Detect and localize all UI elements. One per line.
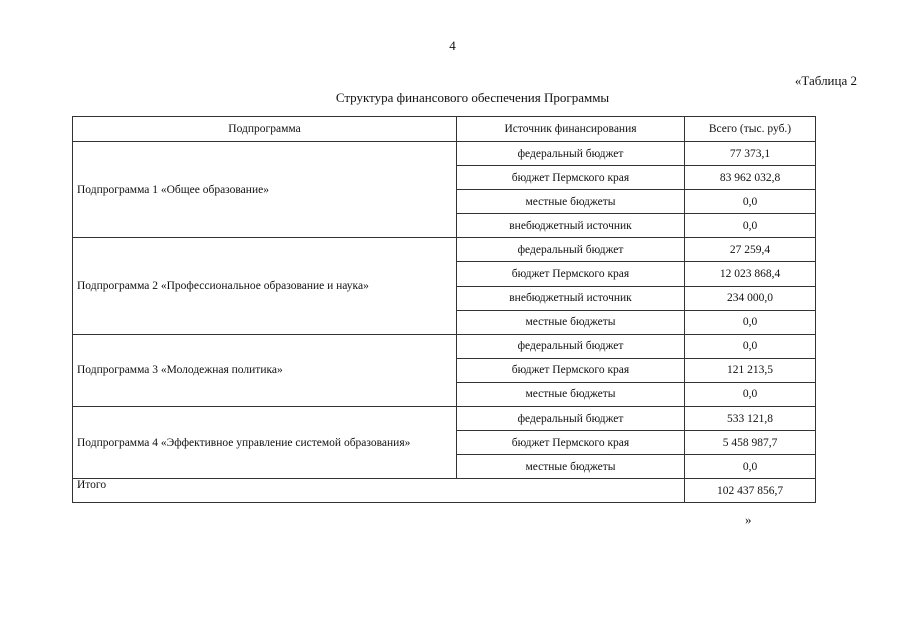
- amount-cell: 77 373,1: [685, 142, 816, 166]
- table-caption: «Таблица 2: [794, 73, 857, 88]
- header-source: Источник финансирования: [457, 117, 685, 142]
- source-cell: федеральный бюджет: [457, 407, 685, 431]
- table-title: Структура финансового обеспечения Программы: [335, 90, 610, 105]
- subprogram-name: Подпрограмма 1 «Общее образование»: [73, 142, 457, 238]
- source-cell: федеральный бюджет: [457, 238, 685, 262]
- total-label: Итого: [73, 479, 685, 503]
- header-subprogram: Подпрограмма: [73, 117, 457, 142]
- amount-cell: 12 023 868,4: [685, 262, 816, 286]
- source-cell: бюджет Пермского края: [457, 166, 685, 190]
- subprogram-name: Подпрограмма 2 «Профессиональное образование и наука»: [73, 238, 457, 334]
- closing-quote: »: [745, 512, 752, 527]
- amount-cell: 0,0: [685, 455, 816, 479]
- amount-cell: 83 962 032,8: [685, 166, 816, 190]
- table-row: [73, 334, 816, 358]
- source-cell: внебюджетный источник: [457, 286, 685, 310]
- source-cell: местные бюджеты: [457, 382, 685, 406]
- source-cell: местные бюджеты: [457, 190, 685, 214]
- amount-cell: 0,0: [685, 382, 816, 406]
- amount-cell: 0,0: [685, 190, 816, 214]
- table-body: [73, 142, 816, 503]
- source-cell: местные бюджеты: [457, 310, 685, 334]
- total-amount: 102 437 856,7: [685, 479, 816, 503]
- table-row: [73, 142, 816, 166]
- subprogram-name: Подпрограмма 3 «Молодежная политика»: [73, 334, 457, 406]
- amount-cell: 5 458 987,7: [685, 431, 816, 455]
- amount-cell: 0,0: [685, 310, 816, 334]
- source-cell: бюджет Пермского края: [457, 262, 685, 286]
- amount-cell: 0,0: [685, 214, 816, 238]
- table-row: [73, 238, 816, 262]
- source-cell: федеральный бюджет: [457, 334, 685, 358]
- header-total: Всего (тыс. руб.): [685, 117, 816, 142]
- source-cell: внебюджетный источник: [457, 214, 685, 238]
- amount-cell: 27 259,4: [685, 238, 816, 262]
- table-row: [73, 407, 816, 431]
- amount-cell: 121 213,5: [685, 358, 816, 382]
- table-header-row: [73, 117, 816, 142]
- financing-table: [72, 116, 816, 503]
- subprogram-name: Подпрограмма 4 «Эффективное управление системой образования»: [73, 407, 457, 479]
- page-number: 4: [449, 38, 456, 53]
- amount-cell: 533 121,8: [685, 407, 816, 431]
- source-cell: бюджет Пермского края: [457, 358, 685, 382]
- total-row: [73, 479, 816, 503]
- source-cell: федеральный бюджет: [457, 142, 685, 166]
- amount-cell: 0,0: [685, 334, 816, 358]
- amount-cell: 234 000,0: [685, 286, 816, 310]
- source-cell: бюджет Пермского края: [457, 431, 685, 455]
- source-cell: местные бюджеты: [457, 455, 685, 479]
